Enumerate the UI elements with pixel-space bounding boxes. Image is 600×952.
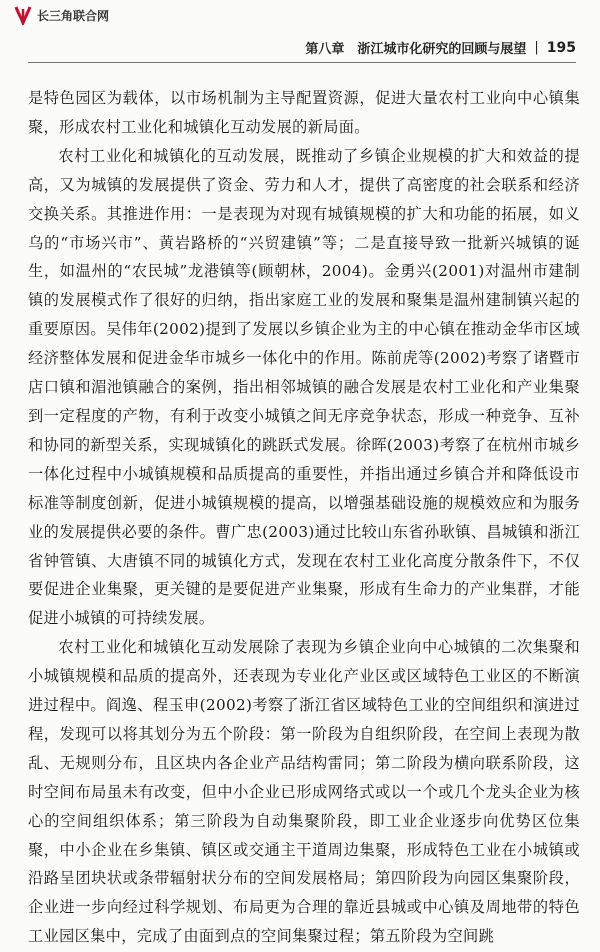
body-text — [28, 84, 580, 951]
logo-text: 长三角联合网 — [37, 8, 110, 23]
paragraph: 农村工业化和城镇化互动发展除了表现为乡镇企业向中心城镇的二次集聚和小城镇规模和品质的提高外，还表现为专业化产业区或区域特色工业区的不断演进过程中。阎逸、程玉申(2002)考察了浙江省区域特色工业的空间组织和演进过程，发现可以将其划分为五个阶段：第一阶段为自组织阶段，在空间上表现为散乱、无规则分布，且区块内各企业产品结构雷同；第二阶段为横向联系阶段，这时空间布局虽未有改变，但中小企业已形成网络式或以一个或几个龙头企业为核心的空间组织体系；第三阶段为自动集聚阶段，即工业企业逐步向优势区位集聚，中小企业在乡集镇、镇区或交通主干道周边集聚，形成特色工业在小城镇或沿路呈团块状或条带辐射状分布的空间发展格局；第四阶段为向园区集聚阶段，企业进一步向经过科学规划、布局更为合理的靠近县城或中心镇及周地带的特色工业园区集中，完成了由面到点的空间集聚过程；第五阶段为空间跳 — [28, 638, 580, 946]
logo-icon — [14, 5, 32, 25]
paragraph-continued: 是特色园区为载体，以市场机制为主导配置资源，促进大量农村工业向中心镇集聚，形成农村工业化和城镇化互动发展的新局面。 — [28, 89, 580, 136]
paragraph: 农村工业化和城镇化的互动发展，既推动了乡镇企业规模的扩大和效益的提高，又为城镇的发展提供了资金、劳力和人才，提供了高密度的社会联系和经济交换关系。其推进作用：一是表现为对现有城镇规模的扩大和功能的拓展，如义乌的“市场兴市”、黄岩路桥的“兴贸建镇”等；二是直接导致一批新兴城镇的诞生，如温州的“农民城”龙港镇等(顾朝林，2004)。金勇兴(2001)对温州市建制镇的发展模式作了很好的归纳，指出家庭工业的发展和聚集是温州建制镇兴起的重要原因。吴伟年(2002)提到了发展以乡镇企业为主的中心镇在推动金华市区域经济整体发展和促进金华市城乡一体化中的作用。陈前虎等(2002)考察了诸暨市店口镇和湄池镇融合的案例，指出相邻城镇的融合发展是农村工业化和产业集聚到一定程度的产物，有利于改变小城镇之间无序竞争状态，形成一种竞争、互补和协同的新型关系，实现城镇化的跳跃式发展。徐晖(2003)考察了在杭州市城乡一体化过程中小城镇规模和品质提高的重要性，并指出通过乡镇合并和降低设市标准等制度创新，促进小城镇规模的提高，以增强基础设施的规模效应和为服务业的发展提供必要的条件。曹广忠(2003)通过比较山东省孙耿镇、昌城镇和浙江省钟管镇、大唐镇不同的城镇化方式，发现在农村工业化高度分散条件下，不仅要促进企业集聚，更关键的是要促进产业集聚，形成有生命力的产业集群，才能促进小城镇的可持续发展。 — [28, 146, 580, 628]
page-number: 195 — [546, 39, 576, 56]
header-separator: | — [534, 40, 539, 55]
site-logo — [14, 5, 109, 25]
header-rule — [28, 62, 576, 63]
running-header — [305, 38, 576, 57]
chapter-title: 第八章 浙江城市化研究的回顾与展望 — [305, 42, 527, 57]
